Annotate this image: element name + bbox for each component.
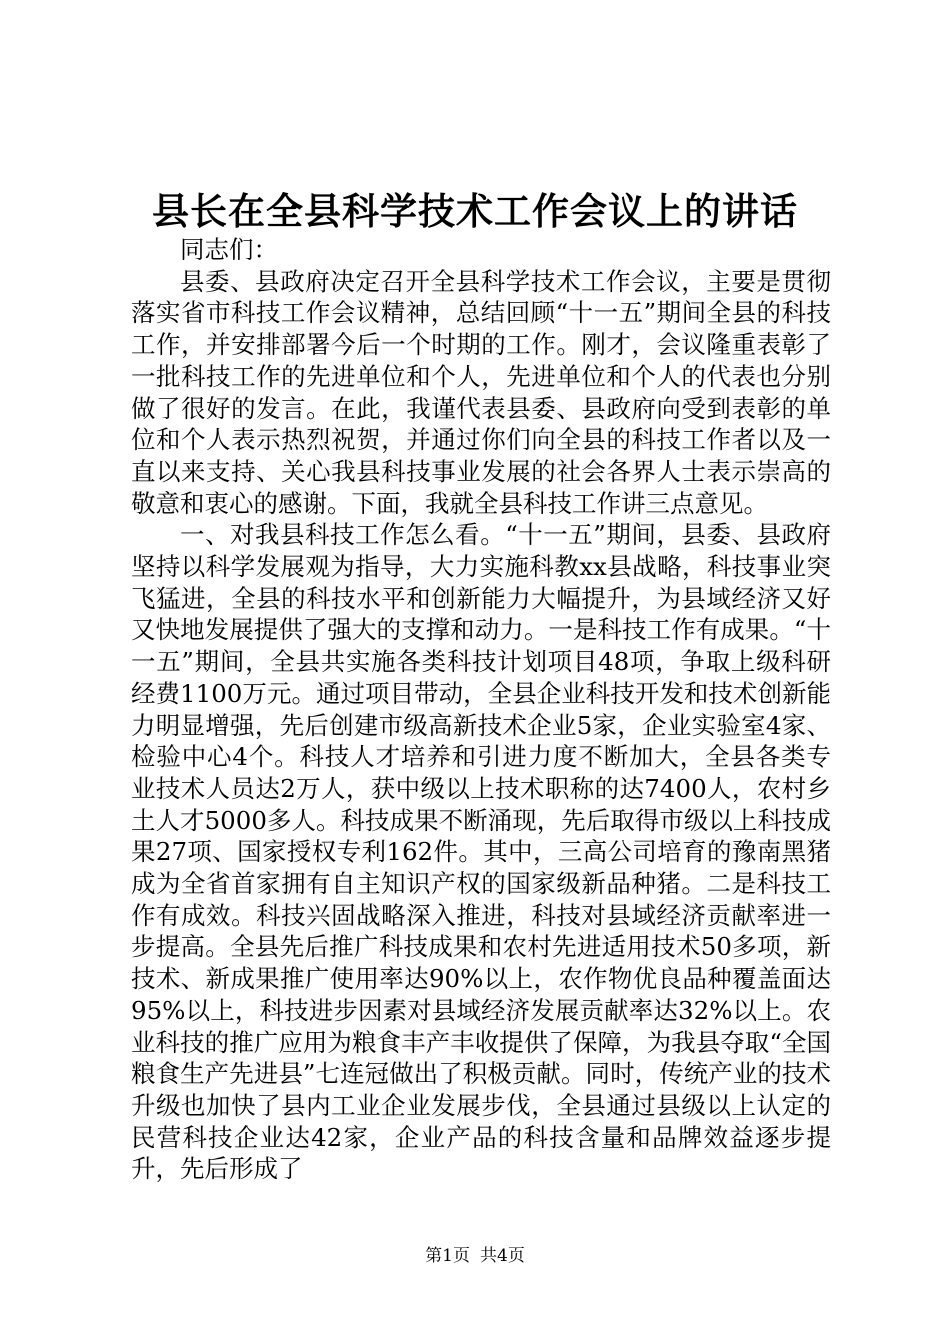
document-body [131, 234, 831, 1185]
paragraph: 一、对我县科技工作怎么看。“十一五”期间，县委、县政府坚持以科学发展观为指导，大力实施科教xx县战略，科技事业突飞猛进，全县的科技水平和创新能力大幅提升，为县域经济又好又快地发展提供了强大的支撑和动力。一是科技工作有成果。“十一五”期间，全县共实施各类科技计划项目48项，争取上级科研经费1100万元。通过项目带动，全县企业科技开发和技术创新能力明显增强，先后创建市级高新技术企业5家，企业实验室4家、检验中心4个。科技人才培养和引进力度不断加大，全县各类专业技术人员达2万人，获中级以上技术职称的达7400人，农村乡土人才5000多人。科技成果不断涌现，先后取得市级以上科技成果27项、国家授权专利162件。其中，三高公司培育的豫南黑猪成为全省首家拥有自主知识产权的国家级新品种猪。二是科技工作有成效。科技兴固战略深入推进，科技对县域经济贡献率进一步提高。全县先后推广科技成果和农村先进适用技术50多项，新技术、新成果推广使用率达90%以上，农作物优良品种覆盖面达95%以上，科技进步因素对县域经济发展贡献率达32%以上。农业科技的推广应用为粮食丰产丰收提供了保障，为我县夺取“全国粮食生产先进县”七连冠做出了积极贡献。同时，传统产业的技术升级也加快了县内工业企业发展步伐，全县通过县级以上认定的民营科技企业达42家，企业产品的科技含量和品牌效益逐步提升，先后形成了 [131, 520, 831, 1184]
paragraph: 县委、县政府决定召开全县科学技术工作会议，主要是贯彻落实省市科技工作会议精神，总结回顾“十一五”期间全县的科技工作，并安排部署今后一个时期的工作。刚才，会议隆重表彰了一批科技工作的先进单位和个人，先进单位和个人的代表也分别做了很好的发言。在此，我谨代表县委、县政府向受到表彰的单位和个人表示热烈祝贺，并通过你们向全县的科技工作者以及一直以来支持、关心我县科技事业发展的社会各界人士表示崇高的敬意和衷心的感谢。下面，我就全县科技工作讲三点意见。 [131, 266, 831, 518]
document-title: 县长在全县科学技术工作会议上的讲话 [152, 189, 798, 233]
page-number: 第1页 [425, 1246, 470, 1266]
page-footer [0, 1245, 950, 1267]
page-total: 共4页 [480, 1246, 525, 1266]
greeting: 同志们： [180, 235, 278, 264]
